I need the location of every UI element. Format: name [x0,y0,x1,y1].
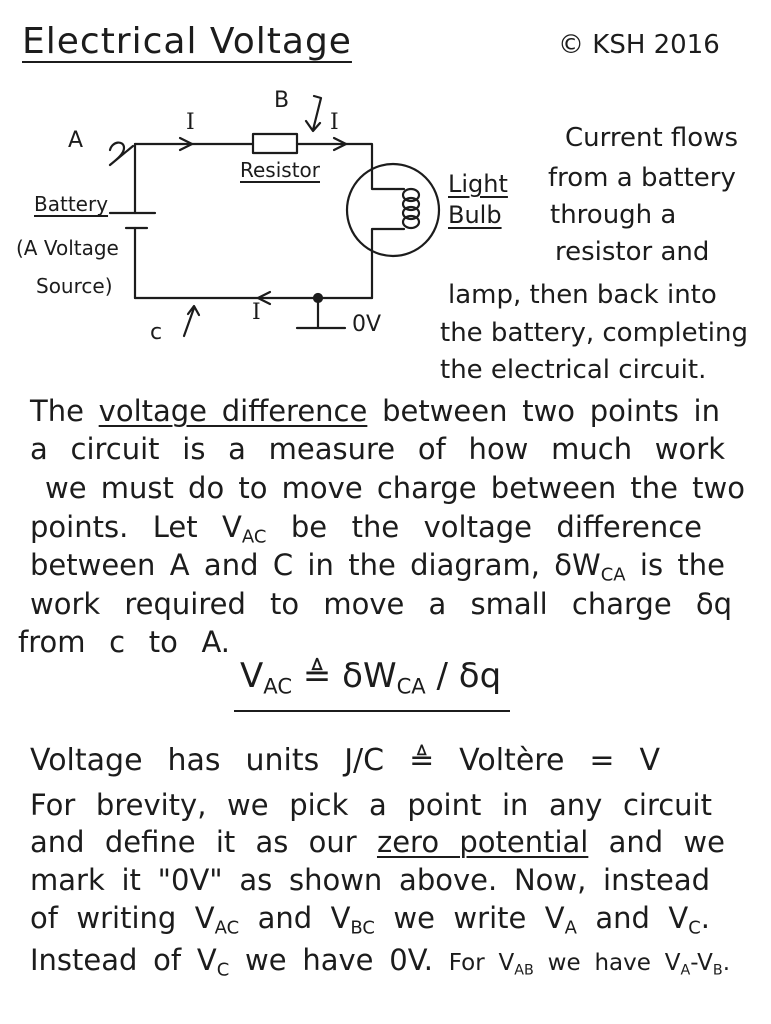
text-run: . [700,901,710,935]
definition-line-1-end: between two points in [367,394,720,428]
definition-line-3: we must do to move charge between the two [45,471,745,505]
definition-line-6: work required to move a small charge δq [30,587,732,621]
equation-underline [234,710,510,712]
ground-junction-dot [314,294,322,302]
caption-line-5: lamp, then back into [448,280,717,310]
voltage-definition-equation [240,656,502,699]
convention-line-4 [30,900,710,939]
page-title: Electrical Voltage [22,21,352,62]
filament-coil-loop [403,189,419,201]
text-run: . [722,950,730,976]
bulb-filament-leads [372,169,404,251]
subscript: A [680,962,691,979]
caption-line-4: resistor and [555,237,710,267]
resistor-label: Resistor [240,158,320,182]
text-run: of writing V [30,901,215,935]
convention-line-2-start: and define it as our [30,825,377,859]
subscript: AC [214,917,240,939]
definition-line-7: from c to A. [18,625,230,659]
subscript: B [712,962,723,979]
current-arrow-top-left [180,138,192,150]
subscript: AB [514,962,534,979]
definition-line-1-start: The [30,394,99,428]
definition-line-4-end: be the voltage difference [266,510,702,544]
filament-coil-loop [403,198,419,210]
equation-lhs: V [240,656,264,696]
definition-line-5 [30,547,725,586]
caption-line-6: the battery, completing [440,318,749,348]
ground-symbol [297,298,345,328]
current-arrow-top-right [334,138,346,150]
subscript: C [688,917,701,939]
subscript: AC [263,673,293,699]
current-label-top-right: I [330,110,339,135]
battery-note-line-1: (A Voltage [16,236,119,260]
node-a-label: A [68,128,84,153]
subscript: A [564,917,577,939]
node-b-label: B [274,88,290,113]
filament-coil-loop [403,207,419,219]
units-line: Voltage has units J/C ≜ Voltère = V [30,743,660,778]
definition-line-2: a circuit is a measure of how much work [30,432,725,466]
text-run: we write V [374,901,565,935]
caption-line-2: from a battery [548,163,736,193]
subscript: C [216,959,230,981]
bulb-label-line-1: Light [448,170,508,198]
subscript: AC [241,526,267,548]
equation-denominator: / δq [425,656,502,696]
filament-coil-loop [403,216,419,228]
convention-line-2 [30,824,725,860]
caption-line-1: Current flows [565,123,739,153]
subscript: CA [600,564,626,586]
definition-line-4-start: points. Let V [30,510,242,544]
copyright-notice: © KSH 2016 [558,30,720,60]
voltage-difference-term: voltage difference [98,394,368,428]
subscript: BC [350,917,375,939]
definition-line-4 [30,509,702,548]
text-run: and V [576,901,689,935]
node-a-pointer [110,143,133,165]
current-label-top-left: I [186,110,195,135]
caption-line-3: through a [550,200,677,230]
convention-line-3: mark it "0V" as shown above. Now, instead [30,863,710,897]
subscript: CA [396,673,426,699]
definition-line-1 [30,393,720,429]
resistor-symbol [253,134,297,153]
text-run: we have 0V. [229,943,449,977]
battery-label: Battery [34,192,109,216]
convention-line-1: For brevity, we pick a point in any circuit [30,788,712,822]
ground-label: 0V [352,312,382,337]
node-c-label: c [150,320,163,345]
node-c-pointer [184,306,199,336]
node-b-pointer [306,96,321,131]
text-run: For V [448,950,515,976]
caption-line-7: the electrical circuit. [440,355,707,385]
definition-line-5-start: between A and C in the diagram, δW [30,548,601,582]
convention-line-2-end: and we [588,825,725,859]
zero-potential-term: zero potential [376,825,589,859]
text-run: -V [690,950,713,976]
bulb-label-line-2: Bulb [448,201,502,229]
text-run: and V [239,901,351,935]
current-label-bottom: I [252,300,261,325]
battery-note-line-2: Source) [36,274,113,298]
convention-line-5 [30,942,730,981]
equation-numerator: ≜ δW [292,656,397,696]
small-note [448,950,730,979]
light-bulb-symbol [347,164,439,256]
definition-line-5-end: is the [625,548,725,582]
text-run: Instead of V [30,943,217,977]
text-run: we have V [533,950,681,976]
